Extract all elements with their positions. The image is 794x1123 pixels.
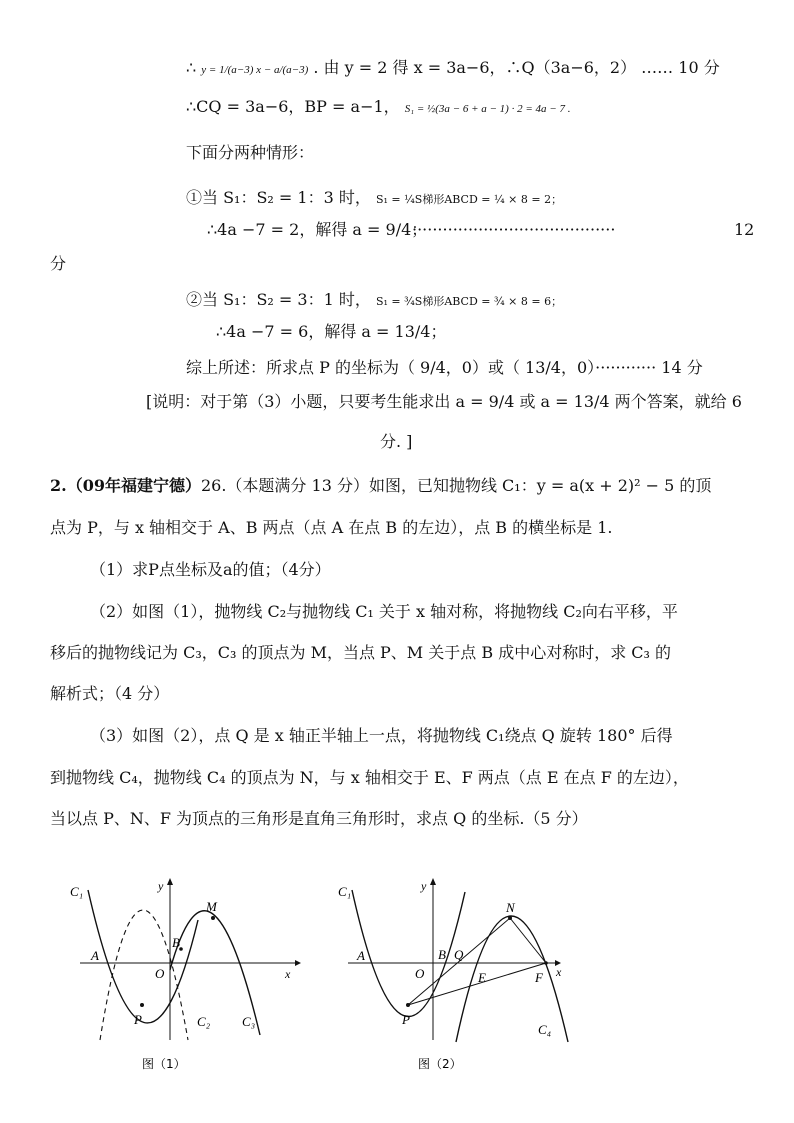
question-2b: 移后的抛物线记为 C₃，C₃ 的顶点为 M，当点 P、M 关于点 B 成中心对称时，求 C₃ 的 — [50, 643, 672, 662]
question-1: （1）求P点坐标及a的值；（4分） — [90, 560, 331, 579]
label-B: B — [172, 935, 180, 950]
label-x: x — [556, 965, 562, 979]
line-5: ∴4a −7 = 2，解得 a = 9/4； — [207, 220, 428, 239]
line-5-dots: ········································ — [412, 220, 616, 239]
problem-line-2: 点为 P，与 x 轴相交于 A、B 两点（点 A 在点 B 的左边），点 B 的横坐标是 1. — [50, 518, 613, 537]
line-1: ∴ y = 1/(a−3) x − a/(a−3) . 由 y = 2 得 x = 3a−6，∴Q（3a−6，2） …… 10 分 — [186, 58, 720, 77]
line-6: 分 — [50, 254, 67, 273]
label-P: P — [134, 1012, 142, 1027]
label-A: A — [91, 948, 99, 963]
label-C1: C₁ — [338, 884, 352, 899]
question-2c: 解析式；（4 分） — [50, 684, 170, 703]
line-3: 下面分两种情形： — [186, 143, 315, 162]
label-F: F — [535, 970, 543, 985]
figure-1 — [60, 870, 305, 1075]
line-2: ∴CQ = 3a−6，BP = a−1， S₁ = ½(3a − 6 + a − 1) · 2 = 4a − 7 . — [186, 97, 571, 116]
caption-fig2: 图（2） — [418, 1057, 462, 1071]
problem-first-line: 2.（09年福建宁德）26.（本题满分 13 分）如图，已知抛物线 C₁：y = a(x + 2)² − 5 的顶 — [50, 476, 712, 495]
label-B: B — [438, 947, 446, 962]
line-11: 分. ] — [380, 432, 413, 451]
line-5-score: 12 — [734, 220, 755, 239]
label-y: y — [158, 879, 164, 893]
label-C3: C₃ — [242, 1014, 256, 1029]
line-7: ②当 S₁：S₂ = 3：1 时， S₁ = ¾S梯形ABCD = ¾ × 8 = 6； — [186, 290, 563, 309]
line-9: 综上所述：所求点 P 的坐标为（ 9/4，0）或（ 13/4，0）············ 14 分 — [186, 358, 703, 377]
label-Q: Q — [454, 947, 464, 962]
label-A: A — [357, 948, 365, 963]
line-8: ∴4a −7 = 6，解得 a = 13/4； — [216, 322, 447, 341]
label-O: O — [155, 966, 165, 981]
label-C4: C₄ — [538, 1022, 552, 1037]
line-10: [说明：对于第（3）小题，只要考生能求出 a = 9/4 或 a = 13/4 两个答案，就给 6 — [146, 392, 742, 411]
question-3a: （3）如图（2），点 Q 是 x 轴正半轴上一点，将抛物线 C₁绕点 Q 旋转 180° 后得 — [90, 726, 673, 745]
problem-source: 2.（09年福建宁德） — [50, 476, 201, 495]
figure-2 — [330, 870, 580, 1075]
question-3b: 到抛物线 C₄，抛物线 C₄ 的顶点为 N，与 x 轴相交于 E、F 两点（点 E 在点 F 的左边）， — [50, 768, 689, 787]
label-C1: C₁ — [70, 884, 84, 899]
question-2a: （2）如图（1），抛物线 C₂与抛物线 C₁ 关于 x 轴对称，将抛物线 C₂向右平移，平 — [90, 602, 678, 621]
label-x: x — [285, 967, 291, 981]
line-4: ①当 S₁：S₂ = 1：3 时， S₁ = ¼S梯形ABCD = ¼ × 8 = 2； — [186, 188, 563, 207]
label-E: E — [478, 970, 486, 985]
equation-y: y = 1/(a−3) x − a/(a−3) — [201, 64, 309, 76]
label-N: N — [506, 900, 515, 915]
label-M: M — [206, 899, 217, 914]
label-P: P — [402, 1012, 410, 1027]
equation-s1: S₁ = ½(3a − 6 + a − 1) · 2 = 4a − 7 . — [404, 103, 571, 115]
label-C2: C₂ — [197, 1014, 211, 1029]
caption-fig1: 图（1） — [142, 1057, 186, 1071]
label-O: O — [415, 966, 425, 981]
question-3c: 当以点 P、N、F 为顶点的三角形是直角三角形时，求点 Q 的坐标.（5 分） — [50, 809, 588, 828]
label-y: y — [421, 879, 427, 893]
